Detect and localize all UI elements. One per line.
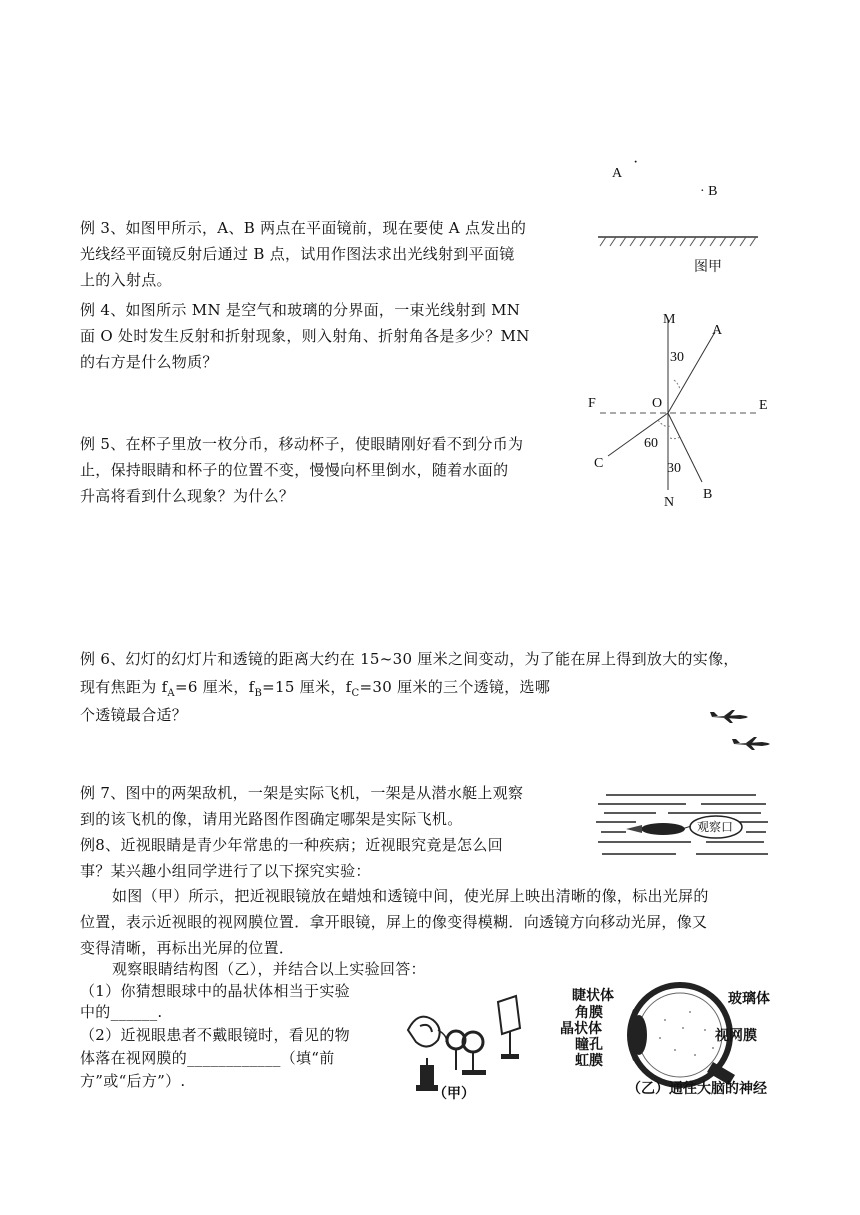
- point-b-label: · B: [700, 184, 718, 199]
- label-o: O: [652, 396, 663, 411]
- label-iris: 虹膜: [575, 1053, 603, 1069]
- ex8-para1-line-1: 如图（甲）所示，把近视眼镜放在蜡烛和透镜中间，使光屏上映出清晰的像，标出光屏的: [112, 887, 709, 905]
- label-n: N: [664, 495, 675, 510]
- angle-30-top: 30: [670, 350, 684, 365]
- ex8-para1-line-2: 位置，表示近视眼的视网膜位置．拿开眼镜，屏上的像变得模糊．向透镜方向移动光屏，像又: [80, 913, 708, 931]
- ex7-line-2: 到的该飞机的像，请用光路图作图确定哪架是实际飞机。: [80, 810, 463, 828]
- ex3-line-3: 上的入射点。: [80, 271, 172, 289]
- ex4-line-2: 面 O 处时发生反射和折射现象，则入射角、折射角各是多少？MN: [80, 327, 530, 345]
- label-a: A: [712, 323, 723, 338]
- ex8-para1-line-3: 变得清晰，再标出光屏的位置．: [80, 939, 295, 957]
- ex8-q2-line-1: （2）近视眼患者不戴眼镜时，看见的物: [80, 1026, 350, 1044]
- ex4-line-3: 的右方是什么物质？: [80, 353, 218, 371]
- point-a-dot: ·: [633, 154, 639, 171]
- angle-30-bottom: 30: [667, 461, 681, 476]
- figure-yi-caption: （乙）通往大脑的神经: [627, 1081, 767, 1097]
- plane-mirror: [598, 234, 758, 250]
- ex8-q2-line-3: 方”或“后方”）.: [80, 1072, 186, 1090]
- ex3-line-1: 例 3、如图甲所示，A、B 两点在平面镜前，现在要使 A 点发出的: [80, 219, 527, 237]
- ex6-line-1: 例 6、幻灯的幻灯片和透镜的距离大约在 15~30 厘米之间变动，为了能在屏上得到放大的实像，: [80, 650, 739, 668]
- label-b: B: [703, 487, 713, 502]
- label-vitreous: 玻璃体: [728, 991, 770, 1007]
- refraction-diagram: [590, 310, 770, 510]
- ex8-q1-line-1: （1）你猜想眼球中的晶状体相当于实验: [80, 982, 350, 1000]
- label-m: M: [663, 312, 676, 327]
- label-c: C: [594, 456, 604, 471]
- ex8-q1-line-2: 中的______.: [80, 1003, 163, 1021]
- observation-port-label: 观察口: [697, 820, 734, 834]
- ex8-line-1: 例8、近视眼睛是青少年常患的一种疾病；近视眼究竟是怎么回: [80, 836, 503, 854]
- ex3-line-2: 光线经平面镜反射后通过 B 点，试用作图法求出光线射到平面镜: [80, 245, 515, 263]
- label-lens: 晶状体: [560, 1021, 602, 1037]
- label-ciliary-body: 睫状体: [572, 988, 614, 1004]
- label-e: E: [759, 398, 768, 413]
- ex4-line-1: 例 4、如图所示 MN 是空气和玻璃的分界面，一束光线射到 MN: [80, 301, 521, 319]
- label-retina: 视网膜: [715, 1028, 757, 1044]
- ex7-line-1: 例 7、图中的两架敌机，一架是实际飞机，一架是从潜水艇上观察: [80, 784, 524, 802]
- ex6-line-2: 现有焦距为 $f_A=6$ 厘米，$f_B=15$ 厘米，$f_C=30$ 厘米的三个透镜，选哪: [80, 678, 551, 699]
- label-pupil: 瞳孔: [575, 1037, 603, 1053]
- water-surface-lines: [596, 792, 771, 860]
- ex6-line-3: 个透镜最合适？: [80, 706, 188, 724]
- ex8-q2-line-2: 体落在视网膜的____________（填“前: [80, 1049, 335, 1067]
- ex8-para2: 观察眼睛结构图（乙），并结合以上实验回答：: [112, 960, 426, 978]
- airplane-upper-icon: [710, 710, 750, 724]
- label-f: F: [588, 396, 596, 411]
- angle-60: 60: [644, 436, 658, 451]
- ex8-line-2: 事？某兴趣小组同学进行了以下探究实验：: [80, 862, 371, 880]
- ex5-line-3: 升高将看到什么现象？为什么？: [80, 487, 295, 505]
- ex5-line-2: 止，保持眼睛和杯子的位置不变，慢慢向杯里倒水，随着水面的: [80, 461, 509, 479]
- ex5-line-1: 例 5、在杯子里放一枚分币，移动杯子，使眼睛刚好看不到分币为: [80, 435, 524, 453]
- figure-jia-caption-2: （甲）: [433, 1086, 475, 1102]
- point-a-label: A: [612, 166, 623, 181]
- airplane-lower-icon: [732, 737, 772, 751]
- figure-jia-caption: 图甲: [694, 259, 722, 275]
- label-cornea: 角膜: [575, 1005, 603, 1021]
